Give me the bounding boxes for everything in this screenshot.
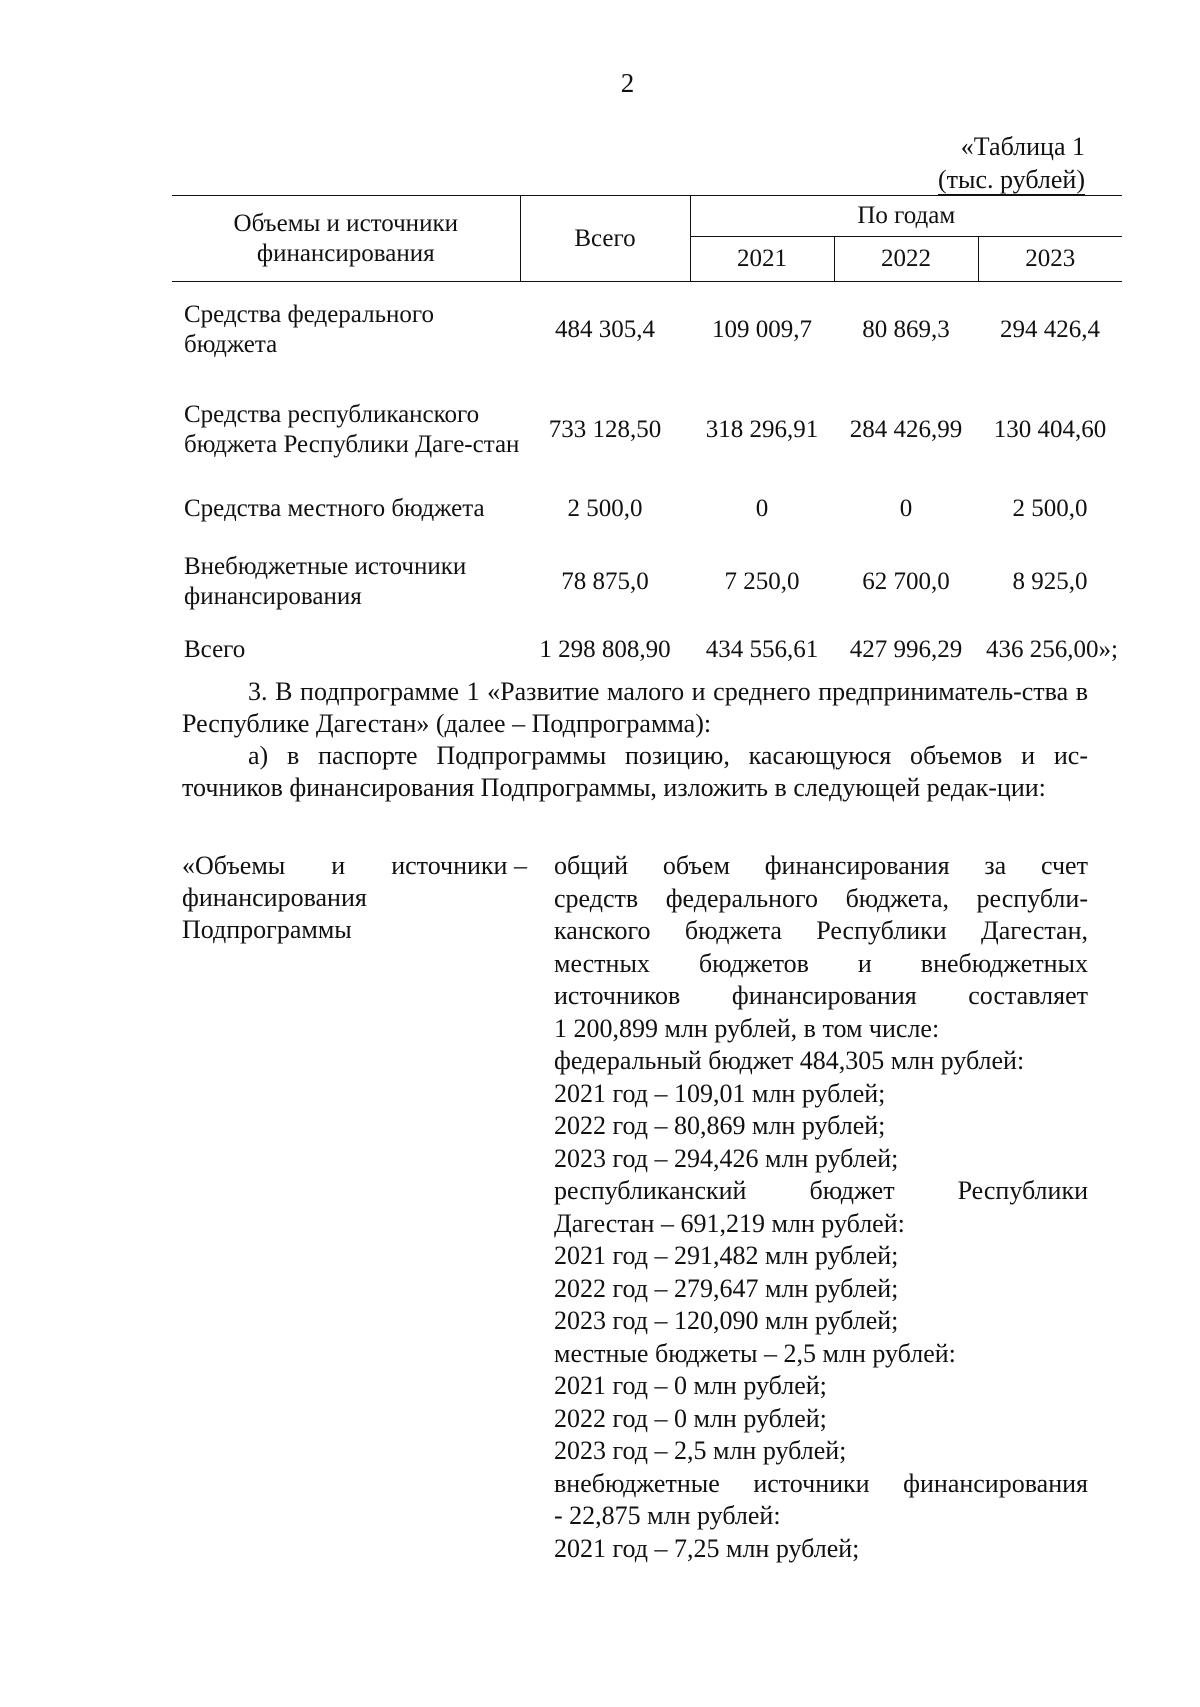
- row-2022: 62 700,0: [862, 567, 950, 595]
- passport-label-word-1: «Объемы: [182, 851, 286, 880]
- row-2021: 0: [755, 494, 769, 522]
- passport-value-line: канского бюджета Республики Дагестан,: [554, 916, 1088, 945]
- passport-value-line: Дагестан – 691,219 млн рублей:: [554, 1208, 905, 1238]
- passport-value-line: местных бюджетов и внебюджетных: [554, 948, 1088, 978]
- row-total: 484 305,4: [555, 315, 655, 343]
- page-number: 2: [620, 68, 635, 98]
- row-2023: 2 500,0: [1012, 494, 1088, 522]
- header-by-years: По годам: [690, 196, 1122, 237]
- passport-value-line: республиканский бюджет Республики: [554, 1176, 1088, 1205]
- row-2022: 80 869,3: [862, 315, 950, 343]
- passport-label-word-2: и: [331, 851, 346, 880]
- passport-value: [554, 850, 1088, 1565]
- row-label: Всего: [184, 635, 246, 663]
- passport-value-line: 2021 год – 109,01 млн рублей;: [554, 1078, 886, 1108]
- table-row: [172, 536, 1122, 628]
- header-year-2022: 2022: [834, 237, 978, 282]
- passport-value-line: 2021 год – 0 млн рублей;: [554, 1371, 827, 1400]
- paragraph-3: [182, 676, 1088, 740]
- table-row: [172, 282, 1122, 378]
- row-label: Средства республиканского бюджета Республики Даге-стан: [184, 400, 520, 458]
- passport-value-line: 2022 год – 279,647 млн рублей;: [554, 1273, 899, 1303]
- passport-value-line: 2023 год – 2,5 млн рублей;: [554, 1436, 847, 1465]
- header-source: Объемы и источники финансирования: [172, 196, 520, 282]
- passport-value-line: местные бюджеты – 2,5 млн рублей:: [554, 1338, 956, 1368]
- passport-value-line: 2021 год – 291,482 млн рублей;: [554, 1241, 899, 1270]
- row-2022: 427 996,29: [849, 635, 963, 663]
- passport-value-line: средств федерального бюджета, республи-: [554, 883, 1088, 913]
- header-total: Всего: [520, 196, 690, 282]
- passport-value-line: 2022 год – 0 млн рублей;: [554, 1403, 827, 1433]
- row-2021: 109 009,7: [712, 315, 812, 343]
- table-row: [172, 378, 1122, 482]
- passport-label: [182, 850, 527, 946]
- passport-value-line: 2023 год – 120,090 млн рублей;: [554, 1306, 899, 1335]
- row-2021: 318 296,91: [705, 415, 819, 443]
- table-unit: (тыс. рублей): [937, 165, 1085, 194]
- header-year-2021: 2021: [690, 237, 834, 282]
- table-title: «Таблица 1: [960, 132, 1085, 161]
- passport-label-word-3: источники –: [391, 851, 527, 880]
- row-2023: 8 925,0: [1012, 567, 1088, 595]
- row-total: 2 500,0: [567, 494, 643, 522]
- row-label: Средства федерального бюджета: [184, 300, 434, 358]
- table-caption: [840, 130, 1085, 196]
- row-total: 733 128,50: [548, 415, 662, 443]
- row-2021: 7 250,0: [724, 567, 800, 595]
- paragraph-3-text: 3. В подпрограмме 1 «Развитие малого и среднего предприниматель-ства в Республике Дагестан» (далее – Подпрограмма):: [182, 677, 1088, 738]
- table-row: [172, 482, 1122, 536]
- row-2021: 434 556,61: [705, 635, 819, 663]
- row-total: 1 298 808,90: [539, 635, 671, 663]
- passport-value-line: внебюджетные источники финансирования: [554, 1468, 1088, 1498]
- passport-label-line-2: финансирования: [182, 883, 367, 912]
- row-2023: 436 256,00»;: [986, 635, 1118, 663]
- row-2023: 294 426,4: [1000, 315, 1100, 343]
- passport-value-line: 2023 год – 294,426 млн рублей;: [554, 1143, 899, 1173]
- passport-value-line: 1 200,899 млн рублей, в том числе:: [554, 1013, 940, 1043]
- row-label: Средства местного бюджета: [184, 494, 485, 522]
- row-label: Внебюджетные источники финансирования: [184, 552, 467, 610]
- passport-label-line-3: Подпрограммы: [182, 915, 352, 944]
- paragraph-a-text: а) в паспорте Подпрограммы позицию, касающуюся объемов и ис-точников финансирования Подпрограммы, изложить в следующей редак-ции:: [182, 741, 1088, 802]
- passport-value-line: источников финансирования составляет: [554, 981, 1088, 1010]
- row-total: 78 875,0: [561, 567, 649, 595]
- passport-value-line: 2021 год – 7,25 млн рублей;: [554, 1533, 860, 1563]
- row-2022: 284 426,99: [849, 415, 963, 443]
- row-2022: 0: [899, 494, 913, 522]
- passport-value-line: - 22,875 млн рублей:: [554, 1501, 781, 1530]
- passport-value-line: 2022 год – 80,869 млн рублей;: [554, 1111, 886, 1140]
- passport-value-line: федеральный бюджет 484,305 млн рублей:: [554, 1046, 1025, 1075]
- paragraph-a: [182, 740, 1088, 804]
- passport-value-line: общий объем финансирования за счет: [554, 851, 1088, 880]
- header-year-2023: 2023: [978, 237, 1122, 282]
- table-row: [172, 628, 1122, 672]
- funding-table: [172, 195, 1122, 672]
- row-2023: 130 404,60: [993, 415, 1107, 443]
